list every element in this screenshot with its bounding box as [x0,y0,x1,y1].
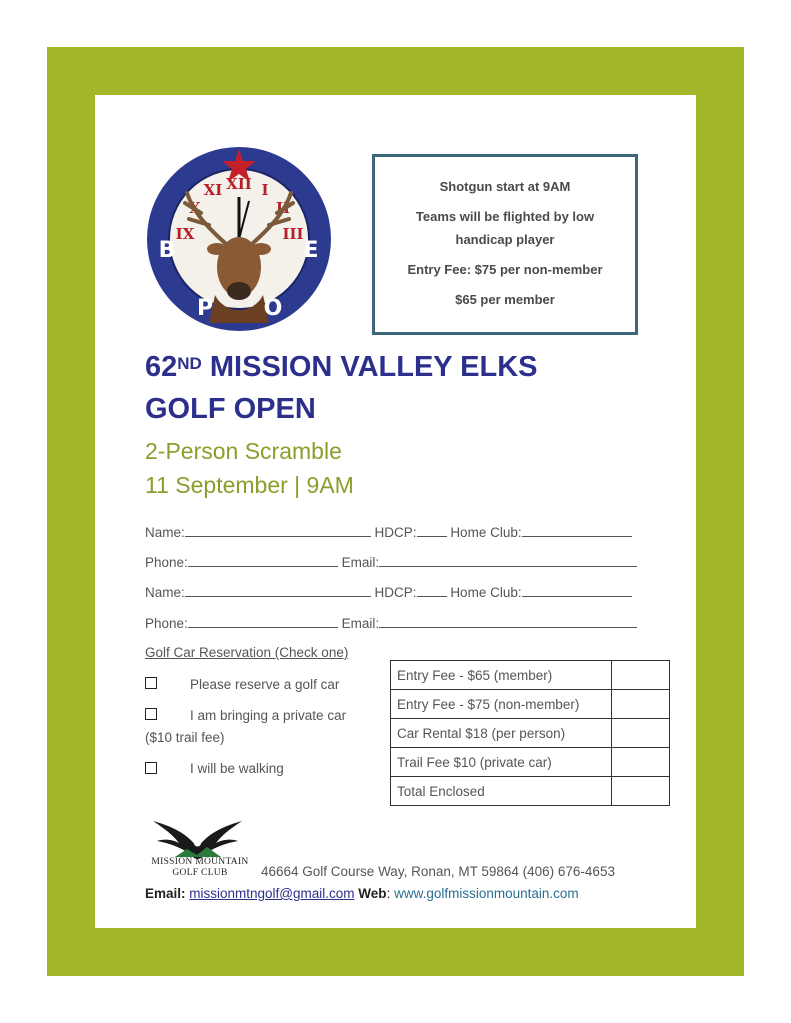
phone-label: Phone: [145,555,188,570]
event-title [145,346,705,430]
event-info-box [372,154,638,335]
title-number: 62 [145,351,178,383]
title-line1: MISSION VALLEY ELKS [201,351,538,383]
private-car-checkbox[interactable] [145,708,157,720]
player2-contact-row [145,615,637,631]
hdcp-label: HDCP: [374,585,417,600]
home-club-label: Home Club: [450,585,522,600]
svg-text:XII: XII [226,175,252,193]
club-address: 46664 Golf Course Way, Ronan, MT 59864 (406) 676-4653 [261,864,615,879]
name-label: Name: [145,525,185,540]
fee-label: Total Enclosed [391,777,612,806]
reserve-car-label: Please reserve a golf car [190,677,340,692]
player1-contact-row [145,554,637,570]
flighted-text [375,205,635,251]
name-label: Name: [145,585,185,600]
club-name [145,857,255,879]
shotgun-start-text: Shotgun start at 9AM [439,179,571,194]
fee-label: Entry Fee - $65 (member) [391,661,612,690]
player2-name-row [145,584,632,600]
elks-logo [145,145,333,333]
web-label: Web [358,886,387,901]
svg-text:O: O [263,296,283,321]
table-row [391,719,670,748]
title-ordinal: ND [177,354,202,373]
event-date: 11 September | 9AM [145,472,354,498]
email-field[interactable] [379,615,637,628]
svg-text:B: B [158,238,176,263]
svg-text:IX: IX [175,225,195,243]
email-link[interactable]: missionmtngolf@gmail.com [189,886,355,901]
fee-label: Car Rental $18 (per person) [391,719,612,748]
table-row [391,777,670,806]
fee-amount-cell[interactable] [612,777,670,806]
club-name-line1: MISSION MOUNTAIN [151,857,249,867]
fee-label: Trail Fee $10 (private car) [391,748,612,777]
entry-fee-member-text: $65 per member [455,292,555,307]
table-row [391,690,670,719]
flighted-line2: handicap player [455,232,555,247]
phone-field[interactable] [188,615,338,628]
svg-text:XI: XI [203,181,223,199]
name-field[interactable] [185,524,371,537]
player1-name-row [145,524,632,540]
contact-line: Email: missionmtngolf@gmail.com Web: www.golfmissionmountain.com [145,886,579,901]
trail-fee-note: ($10 trail fee) [145,730,225,745]
svg-text:III: III [282,225,304,243]
home-club-field[interactable] [522,524,632,537]
email-label: Email: [341,616,380,631]
home-club-field[interactable] [522,584,632,597]
walking-checkbox[interactable] [145,762,157,774]
private-car-label: I am bringing a private car [190,708,347,723]
name-field[interactable] [185,584,371,597]
home-club-label: Home Club: [450,525,522,540]
email-field[interactable] [379,554,637,567]
svg-text:II: II [275,199,291,217]
fee-amount-cell[interactable] [612,661,670,690]
svg-text:E: E [303,238,319,263]
fee-label: Entry Fee - $75 (non-member) [391,690,612,719]
entry-fee-nonmember-text: Entry Fee: $75 per non-member [407,262,603,277]
phone-label: Phone: [145,616,188,631]
reserve-car-checkbox[interactable] [145,677,157,689]
table-row [391,661,670,690]
fee-amount-cell[interactable] [612,748,670,777]
fee-amount-cell[interactable] [612,719,670,748]
web-link[interactable]: www.golfmissionmountain.com [394,886,579,901]
reservation-heading: Golf Car Reservation (Check one) [145,645,349,660]
phone-field[interactable] [188,554,338,567]
hdcp-label: HDCP: [374,525,417,540]
title-line2: GOLF OPEN [145,393,316,425]
walking-label: I will be walking [190,761,284,776]
event-format: 2-Person Scramble [145,438,342,464]
fees-table [390,660,670,806]
table-row [391,748,670,777]
club-name-line2: GOLF CLUB [172,868,228,878]
hdcp-field[interactable] [417,584,447,597]
svg-text:X: X [189,199,201,217]
fee-amount-cell[interactable] [612,690,670,719]
svg-text:P: P [196,296,214,321]
flighted-line1: Teams will be flighted by low [415,209,595,224]
email-label: Email: [341,555,380,570]
email-label: Email: [145,886,186,901]
hdcp-field[interactable] [417,524,447,537]
svg-text:I: I [261,181,269,199]
